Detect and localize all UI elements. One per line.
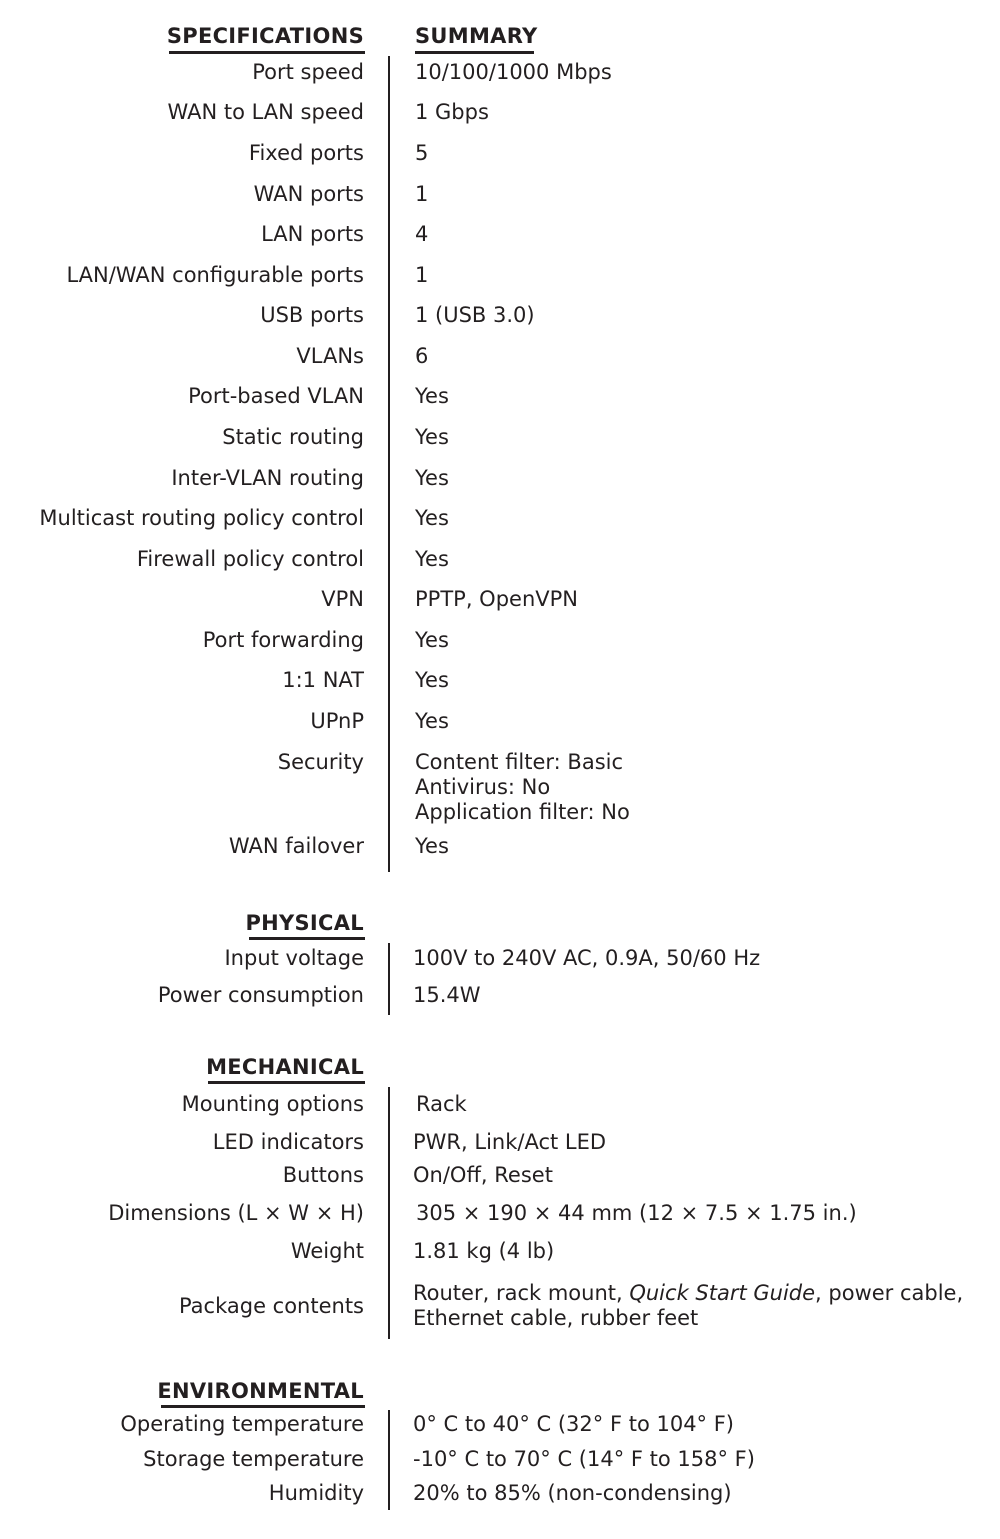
- spec-value: 1 Gbps: [415, 100, 489, 124]
- physical-value: 100V to 240V AC, 0.9A, 50/60 Hz: [413, 946, 761, 970]
- physical-label: Input voltage: [224, 946, 364, 970]
- mechanical-value: Rack: [416, 1092, 467, 1116]
- spec-label: WAN failover: [228, 834, 364, 858]
- physical-divider: [388, 943, 390, 1015]
- package-text: , power cable,: [815, 1281, 964, 1305]
- mechanical-label: Mounting options: [181, 1092, 364, 1116]
- security-line: Content filter: Basic: [415, 750, 624, 774]
- spec-value: Yes: [415, 668, 449, 692]
- summary-heading-underline: [415, 51, 534, 54]
- spec-label: LAN/WAN configurable ports: [66, 263, 364, 287]
- package-text: Router, rack mount,: [413, 1281, 630, 1305]
- spec-value: Yes: [415, 834, 449, 858]
- environmental-divider: [388, 1410, 390, 1510]
- spec-label: Inter-VLAN routing: [171, 466, 364, 490]
- spec-label: Fixed ports: [248, 141, 364, 165]
- mechanical-label: Weight: [290, 1239, 364, 1263]
- security-line: Application filter: No: [415, 800, 630, 824]
- spec-value: Yes: [415, 384, 449, 408]
- mechanical-value: 1.81 kg (4 lb): [413, 1239, 555, 1263]
- environmental-value: -10° C to 70° C (14° F to 158° F): [413, 1447, 755, 1471]
- specifications-divider: [388, 56, 390, 872]
- spec-label: Firewall policy control: [136, 547, 364, 571]
- spec-value: Yes: [415, 709, 449, 733]
- spec-label: WAN to LAN speed: [167, 100, 364, 124]
- spec-label: VLANs: [296, 344, 364, 368]
- physical-heading: PHYSICAL: [245, 911, 364, 935]
- environmental-label: Humidity: [268, 1481, 364, 1505]
- spec-value: Yes: [415, 547, 449, 571]
- physical-value: 15.4W: [413, 983, 481, 1007]
- package-line-1: [413, 1281, 963, 1306]
- mechanical-heading-underline: [208, 1081, 365, 1084]
- specifications-heading-underline: [169, 51, 365, 54]
- spec-label: Multicast routing policy control: [39, 506, 364, 530]
- spec-value: 4: [415, 222, 429, 246]
- specifications-heading: SPECIFICATIONS: [166, 24, 364, 48]
- spec-label: USB ports: [260, 303, 364, 327]
- environmental-label: Operating temperature: [120, 1412, 364, 1436]
- spec-value: 1 (USB 3.0): [415, 303, 535, 327]
- spec-label: Port-based VLAN: [188, 384, 364, 408]
- spec-value: Yes: [415, 466, 449, 490]
- physical-label: Power consumption: [157, 983, 364, 1007]
- package-values: [413, 1281, 963, 1331]
- spec-value: 10/100/1000 Mbps: [415, 60, 612, 84]
- spec-label: LAN ports: [261, 222, 364, 246]
- spec-value: Yes: [415, 425, 449, 449]
- mechanical-label: Package contents: [178, 1294, 364, 1318]
- quick-start-guide-title: Quick Start Guide: [629, 1281, 816, 1305]
- spec-label: Static routing: [222, 425, 364, 449]
- spec-label: Port speed: [252, 60, 364, 84]
- mechanical-label: Dimensions (L × W × H): [108, 1201, 364, 1225]
- spec-label: VPN: [321, 587, 364, 611]
- spec-label: Security: [277, 750, 364, 774]
- mechanical-heading: MECHANICAL: [206, 1055, 364, 1079]
- environmental-label: Storage temperature: [143, 1447, 364, 1471]
- environmental-value: 0° C to 40° C (32° F to 104° F): [413, 1412, 734, 1436]
- security-line: Antivirus: No: [415, 775, 551, 799]
- mechanical-value: PWR, Link/Act LED: [413, 1130, 607, 1154]
- spec-label: 1:1 NAT: [282, 668, 364, 692]
- mechanical-divider: [388, 1087, 390, 1339]
- mechanical-value: 305 × 190 × 44 mm (12 × 7.5 × 1.75 in.): [416, 1201, 857, 1225]
- mechanical-label: LED indicators: [212, 1130, 364, 1154]
- mechanical-value: On/Off, Reset: [413, 1163, 553, 1187]
- spec-value: PPTP, OpenVPN: [415, 587, 578, 611]
- summary-heading: SUMMARY: [415, 24, 538, 48]
- spec-value: 1: [415, 263, 429, 287]
- spec-value: Yes: [415, 628, 449, 652]
- environmental-value: 20% to 85% (non-condensing): [413, 1481, 732, 1505]
- spec-label: Port forwarding: [202, 628, 364, 652]
- mechanical-label: Buttons: [282, 1163, 364, 1187]
- spec-label: UPnP: [310, 709, 364, 733]
- spec-value: Yes: [415, 506, 449, 530]
- spec-value: 6: [415, 344, 429, 368]
- physical-heading-underline: [249, 937, 365, 940]
- spec-value: 5: [415, 141, 429, 165]
- spec-value: 1: [415, 182, 429, 206]
- package-line-2: Ethernet cable, rubber feet: [413, 1306, 699, 1330]
- spec-label: WAN ports: [253, 182, 364, 206]
- environmental-heading-underline: [161, 1405, 365, 1408]
- security-values: [415, 750, 630, 825]
- environmental-heading: ENVIRONMENTAL: [157, 1379, 364, 1403]
